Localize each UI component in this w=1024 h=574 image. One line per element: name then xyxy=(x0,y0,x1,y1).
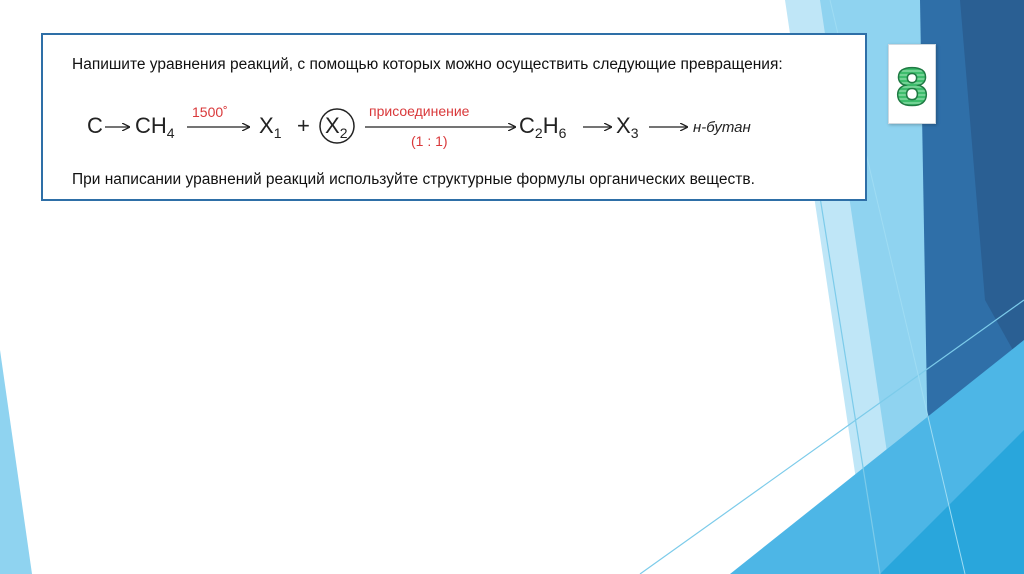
butane-product: н-бутан xyxy=(693,119,751,136)
task-note: При написании уравнений реакций используйте структурные формулы органических веществ. xyxy=(72,171,755,188)
plus-sign: + xyxy=(297,113,310,138)
ratio-condition: (1 : 1) xyxy=(411,133,448,149)
addition-condition: присоединение xyxy=(369,103,470,119)
task-number-badge xyxy=(888,44,936,124)
x1-formula: $X_1$ xyxy=(259,113,282,141)
temperature-condition: 1500˚ xyxy=(192,104,228,120)
task-box xyxy=(41,33,867,201)
methane-formula: $CH_4$ xyxy=(135,113,175,141)
reaction-chain xyxy=(83,99,763,159)
ethane-formula: $C_2H_6$ xyxy=(519,113,567,141)
decor-left-sliver xyxy=(0,350,32,574)
task-instruction: Напишите уравнения реакций, с помощью которых можно осуществить следующие превращения: xyxy=(72,56,783,73)
task-number-glyph xyxy=(889,45,935,123)
carbon-formula: C xyxy=(87,113,103,138)
x3-formula: $X_3$ xyxy=(616,113,639,141)
x2-formula: $X_2$ xyxy=(325,113,348,141)
task-number: 8 xyxy=(894,59,930,117)
